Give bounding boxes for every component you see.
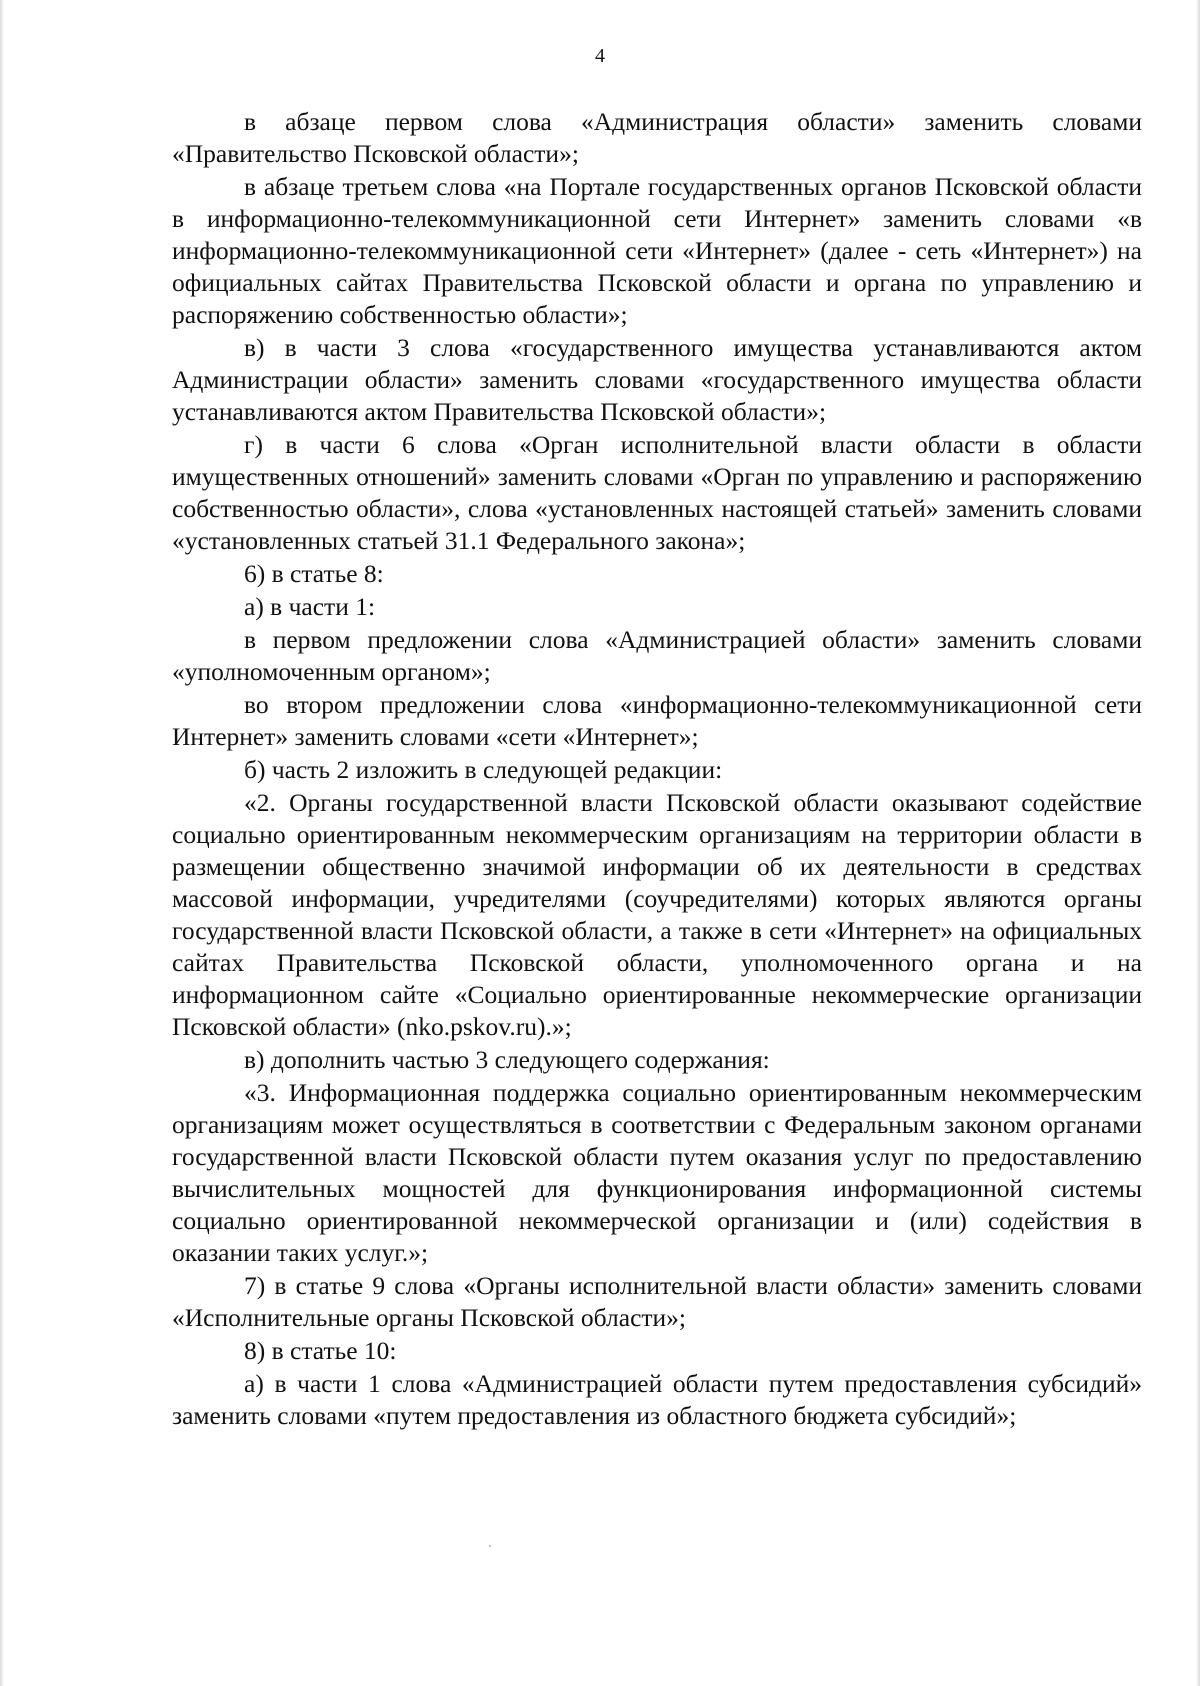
scan-speck <box>489 1545 491 1547</box>
paragraph: б) часть 2 изложить в следующей редакции: <box>244 755 723 784</box>
paragraph: а) в части 1 слова «Администрацией области путем предоставления субсидий» заменить словами «путем предоставления из областного бюджета субсидий»; <box>172 1369 1142 1430</box>
scan-edge-right <box>1196 0 1200 1686</box>
paragraph: в) дополнить частью 3 следующего содержания: <box>244 1045 770 1074</box>
paragraph: 8) в статье 10: <box>244 1336 397 1365</box>
paragraph: в первом предложении слова «Администрацией области» заменить словами «уполномоченным органом»; <box>172 625 1142 686</box>
paragraph: в абзаце третьем слова «на Портале государственных органов Псковской области в информационно-телекоммуникационной сети Интернет» заменить словами «в информационно-телекоммуникационной сети «Интернет» (далее - сеть «Интернет») на официальных сайтах Правительства Псковской области и органа по управлению и распоряжению собственностью области»; <box>172 172 1142 329</box>
paragraph: а) в части 1: <box>244 592 376 621</box>
scan-edge-left <box>0 0 4 1686</box>
paragraph: в) в части 3 слова «государственного имущества устанавливаются актом Администрации области» заменить словами «государственного имущества области устанавливаются актом Правительства Псковской области»; <box>172 333 1142 426</box>
paragraph: 7) в статье 9 слова «Органы исполнительной власти области» заменить словами «Исполнительные органы Псковской области»; <box>172 1271 1142 1332</box>
document-body <box>172 106 1142 1433</box>
paragraph: «3. Информационная поддержка социально ориентированным некоммерческим организациям может осуществляться в соответствии с Федеральным законом органами государственной власти Псковской области путем оказания услуг по предоставлению вычислительных мощностей для функционирования информационной системы социально ориентированной некоммерческой организации и (или) содействия в оказании таких услуг.»; <box>172 1078 1142 1267</box>
paragraph: г) в части 6 слова «Орган исполнительной власти области в области имущественных отношений» заменить словами «Орган по управлению и распоряжению собственностью области», слова «установленных настоящей статьей» заменить словами «установленных статьей 31.1 Федерального закона»; <box>172 430 1142 555</box>
paragraph: во втором предложении слова «информационно-телекоммуникационной сети Интернет» заменить словами «сети «Интернет»; <box>172 690 1142 751</box>
paragraph: 6) в статье 8: <box>244 559 384 588</box>
page-number: 4 <box>595 45 605 67</box>
paragraph: «2. Органы государственной власти Псковской области оказывают содействие социально ориентированным некоммерческим организациям на территории области в размещении общественно значимой информации об их деятельности в средствах массовой информации, учредителями (соучредителями) которых являются органы государственной власти Псковской области, а также в сети «Интернет» на официальных сайтах Правительства Псковской области, уполномоченного органа и на информационном сайте «Социально ориентированные некоммерческие организации Псковской области» (nko.pskov.ru).»; <box>172 788 1142 1041</box>
paragraph: в абзаце первом слова «Администрация области» заменить словами «Правительство Псковской области»; <box>172 107 1142 168</box>
